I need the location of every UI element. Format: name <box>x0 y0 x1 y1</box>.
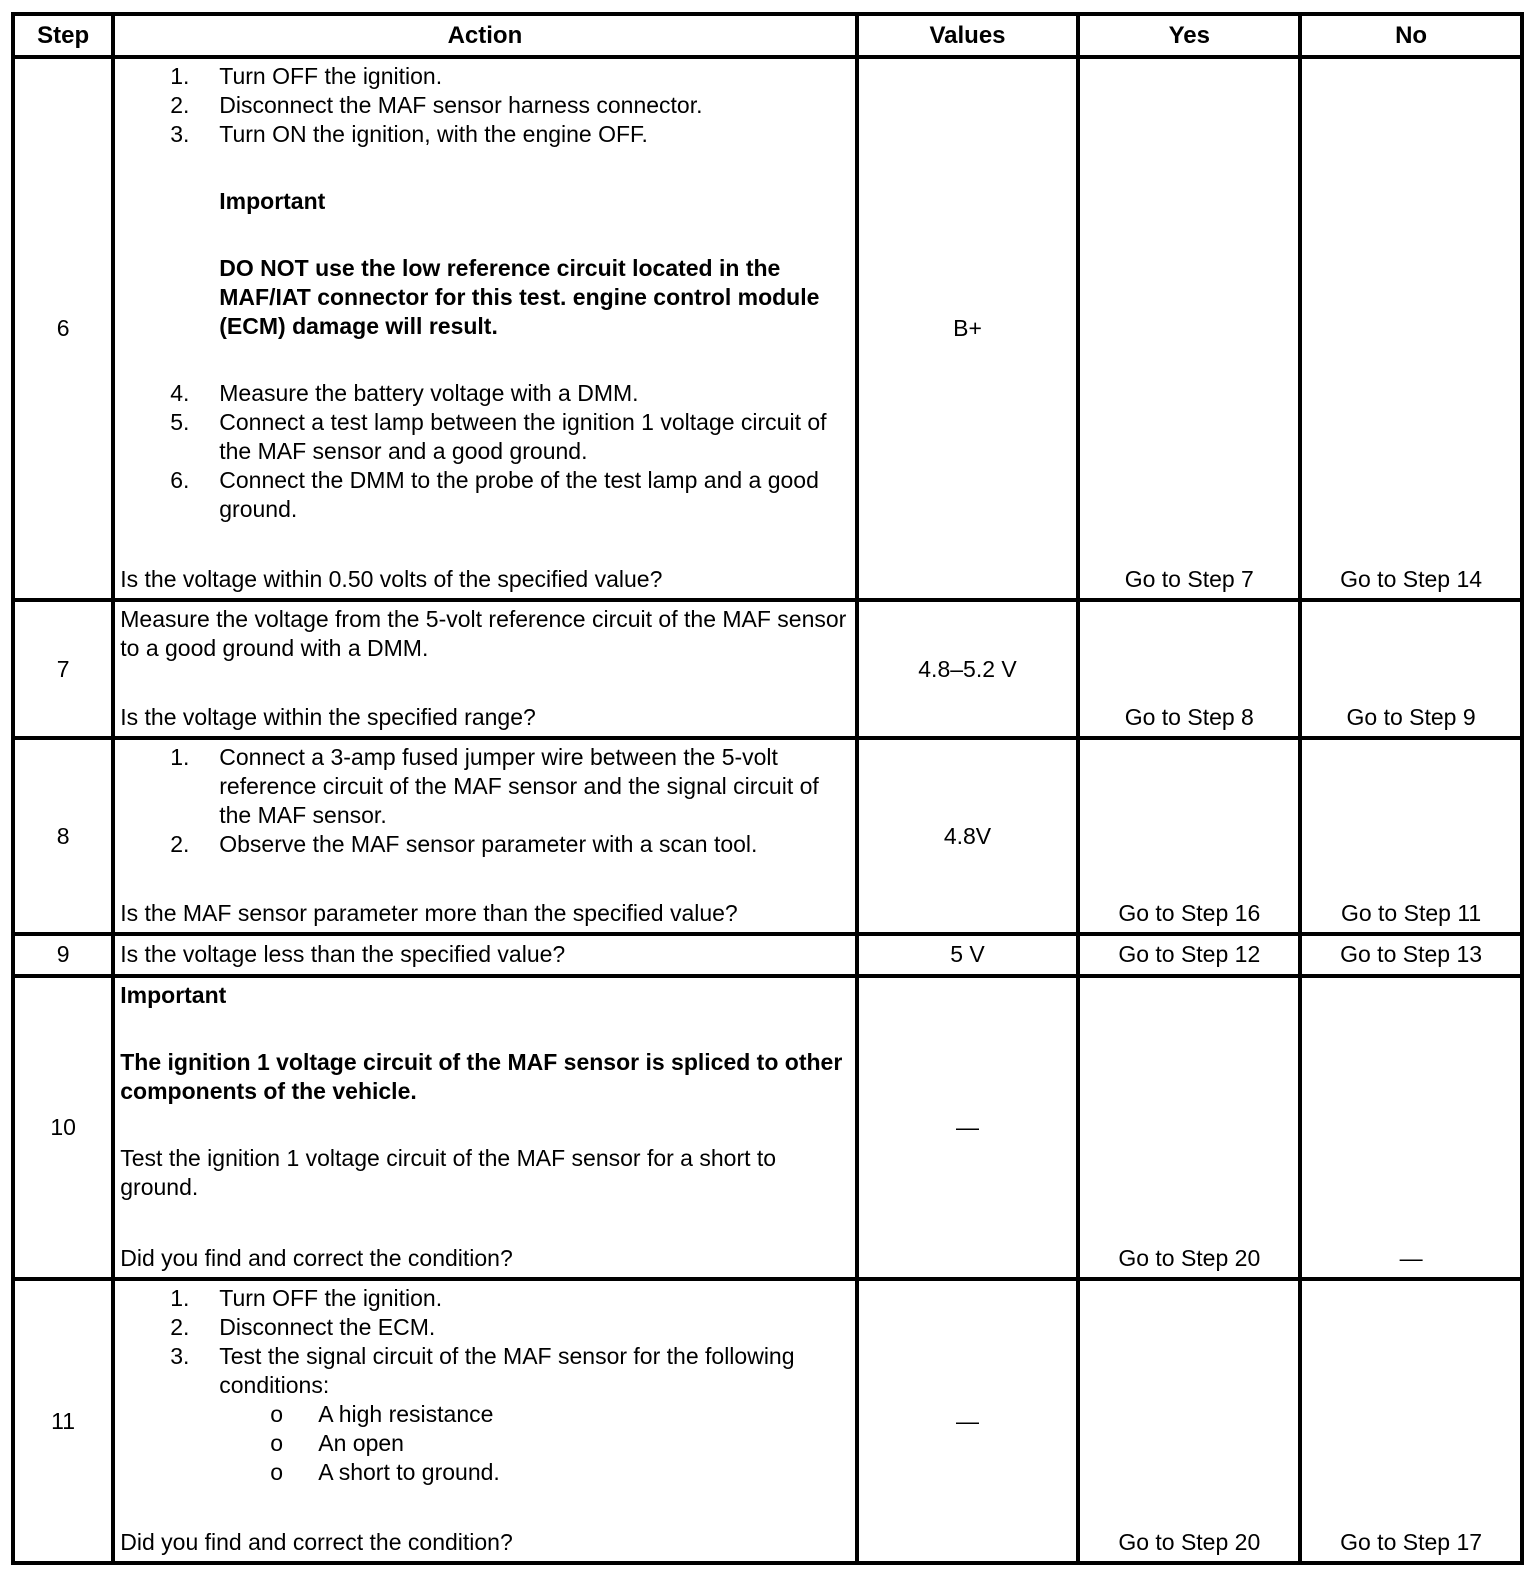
no-cell <box>1300 976 1522 1280</box>
yes-link: Go to Step 20 <box>1118 1245 1261 1272</box>
value-cell: — <box>857 1279 1079 1563</box>
yes-link: Go to Step 8 <box>1124 704 1254 731</box>
no-link: Go to Step 14 <box>1340 566 1483 593</box>
question-text: Is the voltage less than the specified value? <box>120 941 566 968</box>
no-link: Go to Step 13 <box>1340 941 1483 968</box>
yes-cell <box>1078 738 1300 934</box>
header-action: Action <box>113 14 856 57</box>
step-number: 9 <box>13 934 113 975</box>
list-item: 4. Measure the battery voltage with a DMM. <box>170 380 639 406</box>
action-cell <box>113 600 856 738</box>
list-item: 2. Disconnect the ECM. <box>170 1314 436 1341</box>
condition-list <box>120 1400 850 1487</box>
list-item: 2. Observe the MAF sensor parameter with a scan tool. <box>170 831 758 858</box>
yes-cell <box>1078 976 1300 1280</box>
action-cell <box>113 57 856 600</box>
no-link: — <box>1399 1245 1423 1272</box>
yes-cell <box>1078 934 1300 975</box>
action-steps <box>120 1284 850 1400</box>
action-cell <box>113 1279 856 1563</box>
diagnostic-table <box>11 12 1524 1565</box>
list-item: 3. Test the signal circuit of the MAF sensor for the following conditions: <box>170 1343 795 1399</box>
value-cell: — <box>857 976 1079 1280</box>
action-cell <box>113 738 856 934</box>
list-item: o A short to ground. <box>270 1459 500 1486</box>
no-link: Go to Step 9 <box>1346 704 1476 731</box>
list-item: 1. Turn OFF the ignition. <box>170 1285 443 1312</box>
list-item: 1. Turn OFF the ignition. <box>170 63 443 89</box>
table-row-step-11 <box>13 1279 1522 1563</box>
yes-cell <box>1078 1279 1300 1563</box>
action-text: Measure the voltage from the 5-volt reference circuit of the MAF sensor to a good ground with a DMM. <box>120 606 847 662</box>
no-link: Go to Step 17 <box>1340 1529 1483 1555</box>
no-cell <box>1300 1279 1522 1563</box>
no-cell <box>1300 738 1522 934</box>
yes-link: Go to Step 7 <box>1124 566 1254 593</box>
table-row-step-8 <box>13 738 1522 934</box>
yes-link: Go to Step 20 <box>1118 1529 1261 1555</box>
list-item: 1. Connect a 3-amp fused jumper wire between the 5-volt reference circuit of the MAF sensor and the signal circuit of the MAF sensor. <box>170 744 819 829</box>
header-yes: Yes <box>1078 14 1300 57</box>
value-cell: B+ <box>857 57 1079 600</box>
step-number: 11 <box>13 1279 113 1563</box>
step-number: 6 <box>13 57 113 600</box>
important-note: DO NOT use the low reference circuit located in the MAF/IAT connector for this test. engine control module (ECM) damage will result. <box>219 255 820 339</box>
value-cell: 5 V <box>857 934 1079 975</box>
list-item: o A high resistance <box>270 1401 494 1428</box>
yes-link: Go to Step 12 <box>1118 941 1261 968</box>
question-text: Did you find and correct the condition? <box>120 1245 513 1272</box>
yes-cell <box>1078 57 1300 600</box>
header-row <box>13 14 1522 57</box>
action-cell <box>113 934 856 975</box>
question-text: Is the MAF sensor parameter more than the specified value? <box>120 900 738 927</box>
table-row-step-10 <box>13 976 1522 1280</box>
list-item: 2. Disconnect the MAF sensor harness connector. <box>170 92 703 118</box>
question-text: Is the voltage within the specified range? <box>120 704 536 731</box>
no-link: Go to Step 11 <box>1340 900 1482 927</box>
bullet-icon: o <box>270 1459 284 1486</box>
yes-link: Go to Step 16 <box>1118 900 1261 927</box>
value-cell: 4.8–5.2 V <box>857 600 1079 738</box>
list-item: 5. Connect a test lamp between the ignition 1 voltage circuit of the MAF sensor and a good ground. <box>170 409 827 464</box>
bullet-icon: o <box>270 1430 284 1457</box>
no-cell <box>1300 934 1522 975</box>
step-number: 10 <box>13 976 113 1280</box>
important-label: Important <box>219 188 326 214</box>
table-row-step-7 <box>13 600 1522 738</box>
action-steps <box>120 743 850 859</box>
no-cell <box>1300 600 1522 738</box>
list-item: o An open <box>270 1430 404 1457</box>
question-text: Is the voltage within 0.50 volts of the specified value? <box>120 566 663 593</box>
important-note: The ignition 1 voltage circuit of the MAF sensor is spliced to other components of the vehicle. <box>120 1048 843 1104</box>
step-number: 8 <box>13 738 113 934</box>
header-step: Step <box>13 14 113 57</box>
value-cell: 4.8V <box>857 738 1079 934</box>
list-item: 6. Connect the DMM to the probe of the test lamp and a good ground. <box>170 467 819 522</box>
header-values: Values <box>857 14 1079 57</box>
action-steps <box>120 62 850 149</box>
action-steps <box>120 379 850 524</box>
table-row-step-9 <box>13 934 1522 975</box>
question-text: Did you find and correct the condition? <box>120 1529 513 1555</box>
important-label: Important <box>120 981 227 1008</box>
step-number: 7 <box>13 600 113 738</box>
header-no: No <box>1300 14 1522 57</box>
action-cell <box>113 976 856 1280</box>
bullet-icon: o <box>270 1401 284 1428</box>
table-row-step-6 <box>13 57 1522 600</box>
yes-cell <box>1078 600 1300 738</box>
list-item: 3. Turn ON the ignition, with the engine OFF. <box>170 121 648 147</box>
action-text: Test the ignition 1 voltage circuit of the MAF sensor for a short to ground. <box>120 1144 777 1200</box>
no-cell <box>1300 57 1522 600</box>
